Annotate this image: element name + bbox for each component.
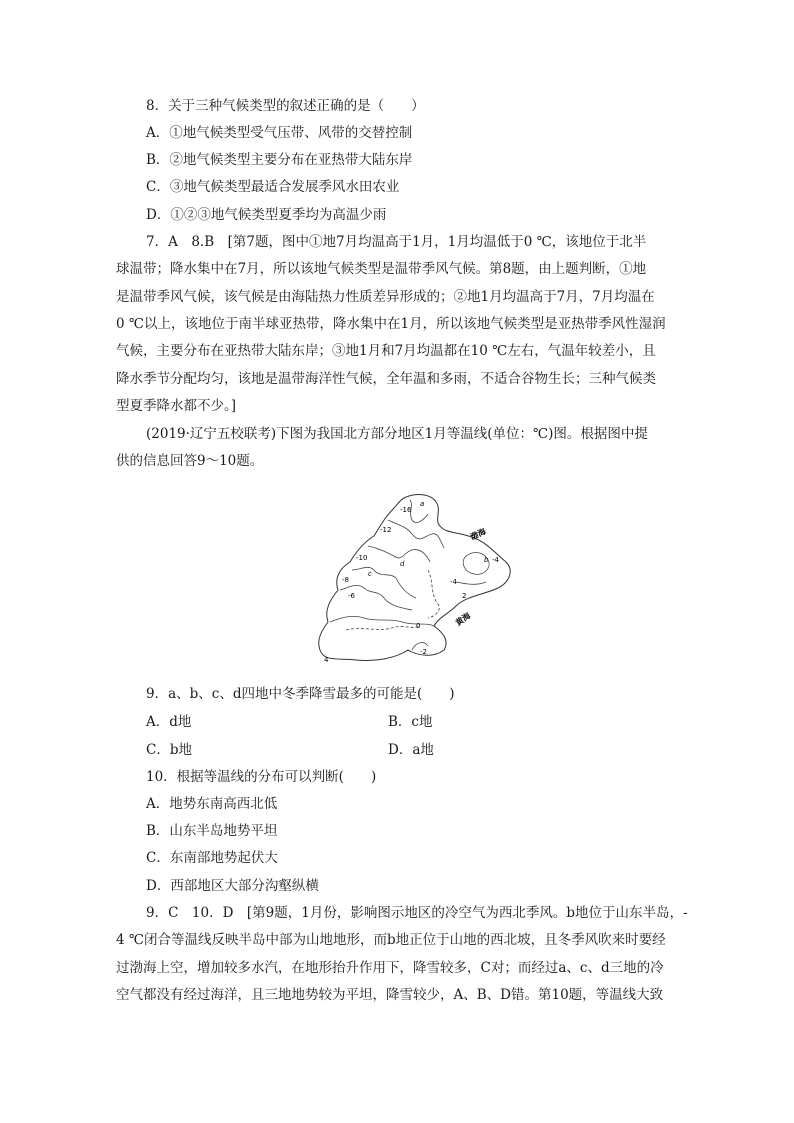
map-label-n10: -10: [356, 554, 368, 562]
isotherm-map: [316, 490, 516, 670]
answer-7-8-line-2: 球温带；降水集中在7月，所以该地气候类型是温带季风气候。第8题，由上题判断，①地: [116, 261, 647, 277]
answer-7-8-line-1: 7．A 8.B [第7题，图中①地7月均温高于1月，1月均温低于0 ℃，该地位于北半: [146, 234, 647, 250]
q10-option-b: B．山东半岛地势平坦: [146, 823, 278, 839]
answer-7-8-line-5: 气候，主要分布在亚热带大陆东岸；③地1月和7月均温都在10 ℃左右，气温年较差小，且: [116, 343, 656, 359]
q10-option-c: C．东南部地势起伏大: [146, 850, 278, 866]
isotherm-line: [456, 582, 486, 584]
answer-7-8-line-6: 降水季节分配均匀，该地是温带海洋性气候，全年温和多雨，不适合谷物生长；三种气候类: [116, 371, 656, 387]
q9-option-c: C．b地: [146, 742, 192, 758]
isotherm-line: [388, 520, 444, 548]
map-label-n2: -2: [420, 648, 427, 656]
map-label-n4a: -4: [492, 556, 499, 564]
isotherm-line: [368, 546, 430, 562]
q8-option-a: A．①地气候类型受气压带、风带的交替控制: [146, 125, 413, 141]
map-label-huanghai: 黄海: [453, 611, 473, 628]
q8-option-c: C．③地气候类型最适合发展季风水田农业: [146, 179, 400, 195]
map-label-b: b: [484, 556, 489, 564]
map-label-d: d: [400, 560, 405, 568]
intro-line-1: (2019·辽宁五校联考)下图为我国北方部分地区1月等温线(单位：℃)图。根据图中提: [146, 426, 648, 442]
q8-option-d: D．①②③地气候类型夏季均为高温少雨: [146, 207, 387, 223]
answer-9-10-line-1: 9．C 10．D [第9题，1月份，影响图示地区的冷空气为西北季风。b地位于山东半岛，-: [146, 905, 688, 921]
map-label-bohai: 渤海: [469, 526, 488, 542]
map-label-z0: 0: [416, 622, 421, 630]
map-label-n8: -8: [342, 576, 349, 584]
q10-option-d: D．西部地区大部分沟壑纵横: [146, 878, 319, 894]
answer-7-8-line-4: 0 ℃以上，该地位于南半球亚热带，降水集中在1月，所以该地气候类型是亚热带季风性湿润: [116, 316, 666, 332]
map-label-n16: -16: [400, 506, 412, 514]
q9-option-d: D．a地: [388, 742, 434, 758]
q8-option-b: B．②地气候类型主要分布在亚热带大陆东岸: [146, 152, 413, 168]
map-label-p2: 2: [462, 592, 467, 600]
q10-option-a: A．地势东南高西北低: [146, 796, 278, 812]
boundary-line: [428, 570, 439, 618]
map-label-n6: -6: [348, 592, 355, 600]
map-label-a: a: [420, 500, 425, 508]
answer-9-10-line-2: 4 ℃闭合等温线反映半岛中部为山地地形，而b地正位于山地的西北坡，且冬季风吹来时要经: [116, 932, 666, 948]
map-label-n4b: -4: [450, 578, 457, 586]
q8-stem: 8．关于三种气候类型的叙述正确的是（ ）: [146, 98, 425, 114]
map-label-p4: 4: [324, 656, 329, 664]
boundary-line: [346, 626, 420, 630]
answer-9-10-line-4: 空气都没有经过海洋，且三地地势较为平坦，降雪较少，A、B、D错。第10题，等温线大致: [116, 987, 664, 1003]
intro-line-2: 供的信息回答9～10题。: [116, 453, 264, 469]
q10-stem: 10．根据等温线的分布可以判断( ): [146, 769, 377, 785]
q9-option-b: B．c地: [388, 714, 433, 730]
isotherm-line: [410, 500, 428, 522]
answer-9-10-line-3: 过渤海上空，增加较多水汽，在地形抬升作用下，降雪较多，C对；而经过a、c、d三地的冷: [116, 960, 664, 976]
isotherm-line: [352, 567, 416, 598]
answer-7-8-line-3: 是温带季风气候，该气候是由海陆热力性质差异形成的；②地1月均温高于7月，7月均温在: [116, 289, 655, 305]
map-label-c: c: [368, 570, 372, 578]
q9-option-a: A．d地: [146, 714, 192, 730]
answer-7-8-line-7: 型夏季降水都不少。]: [116, 398, 237, 414]
map-label-n12: -12: [380, 526, 392, 534]
q9-stem: 9．a、b、c、d四地中冬季降雪最多的可能是( ): [146, 686, 455, 702]
